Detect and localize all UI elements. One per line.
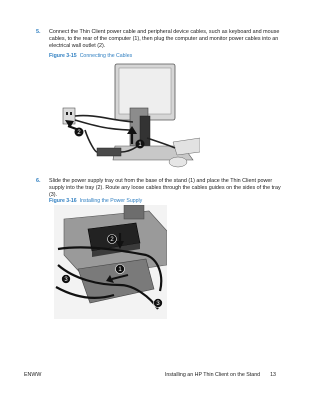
figure-label: Figure 3-16 [49,198,77,204]
figure-connecting-cables [55,60,200,171]
callout-2-label: 2 [110,237,114,244]
figure-caption [49,198,142,204]
page-number: 13 [270,372,276,378]
callout-1-label: 1 [118,267,122,274]
callout-3-left [62,275,71,284]
callout-3-left-label: 3 [64,277,68,284]
step-text: Connect the Thin Client power cable and peripheral device cables, such as keyboard and mouse cables, to the rear of the computer (1), then plug the computer and monitor power cables into an electrical wall outlet (2). [49,29,280,50]
step-text: Slide the power supply tray out from the base of the stand (1) and place the Thin Client power supply into the tray (2). Route any loose cables through the cables guides on the sides of the tray (3). [49,178,281,199]
power-adapter-illustration [97,148,121,156]
figure-installing-power-supply [54,205,167,319]
figure-caption [49,53,132,59]
footer-right [165,372,276,378]
step-number: 6. [36,178,41,184]
footer-left: ENWW [24,372,42,378]
callout-2-label: 2 [77,130,81,137]
figure-title: Connecting the Cables [79,53,133,59]
callout-3-right [154,299,163,308]
callout-3-right-label: 3 [156,301,160,308]
figure-label: Figure 3-15 [49,53,77,59]
figure-title: Installing the Power Supply [79,198,143,204]
step-number: 5. [36,29,41,35]
footer-title: Installing an HP Thin Client on the Stand [164,372,261,378]
mouse-illustration [169,157,187,167]
callout-1-label: 1 [138,142,142,149]
keyboard-illustration [173,138,200,155]
